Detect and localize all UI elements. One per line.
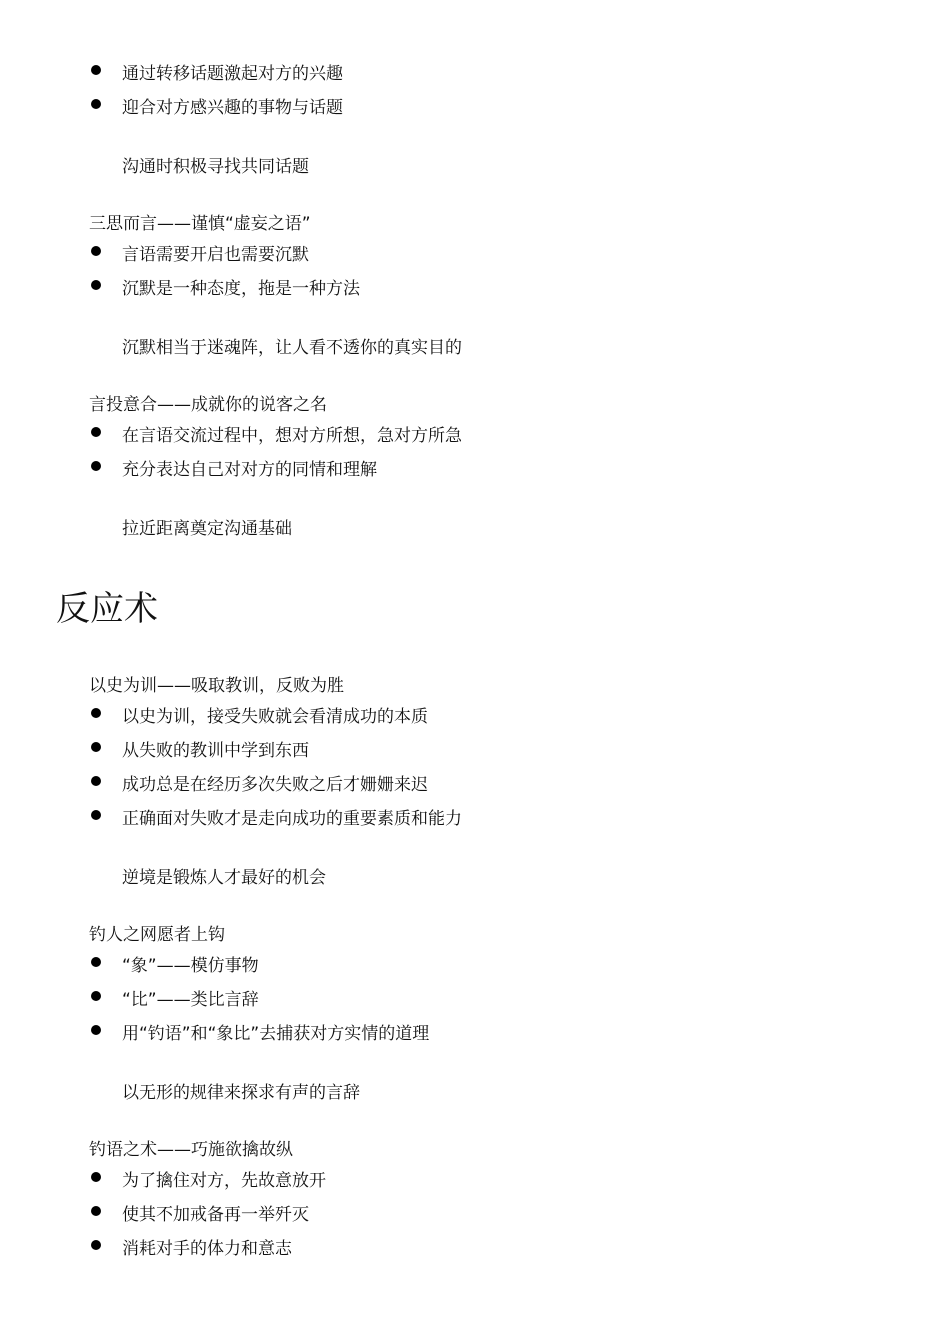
list-item bbox=[89, 740, 849, 764]
subheading: 钓语之术——巧施欲擒故纵 bbox=[89, 1140, 293, 1160]
list-item-text: 为了擒住对方，先故意放开 bbox=[122, 1171, 326, 1191]
summary-note: 沟通时积极寻找共同话题 bbox=[122, 157, 309, 177]
bullet-icon bbox=[91, 280, 101, 290]
subheading: 钓人之网愿者上钩 bbox=[89, 925, 225, 945]
list-item bbox=[89, 278, 849, 302]
list-item bbox=[89, 706, 849, 730]
bullet-icon bbox=[91, 427, 101, 437]
list-item-text: 沉默是一种态度，拖是一种方法 bbox=[122, 279, 360, 299]
bullet-icon bbox=[91, 991, 101, 1001]
bullet-icon bbox=[91, 1240, 101, 1250]
list-item-text: 成功总是在经历多次失败之后才姗姗来迟 bbox=[122, 775, 428, 795]
bullet-icon bbox=[91, 810, 101, 820]
list-item-text: 从失败的教训中学到东西 bbox=[122, 741, 309, 761]
list-item-text: 以史为训，接受失败就会看清成功的本质 bbox=[122, 707, 428, 727]
list-item-text: “比”——类比言辞 bbox=[122, 990, 259, 1010]
summary-note: 拉近距离奠定沟通基础 bbox=[122, 519, 292, 539]
bullet-icon bbox=[91, 1025, 101, 1035]
bullet-icon bbox=[91, 708, 101, 718]
bullet-icon bbox=[91, 461, 101, 471]
list-item bbox=[89, 97, 849, 121]
section-heading: 反应术 bbox=[56, 589, 158, 629]
list-item bbox=[89, 955, 849, 979]
list-item-text: 在言语交流过程中，想对方所想，急对方所急 bbox=[122, 426, 462, 446]
list-item bbox=[89, 774, 849, 798]
bullet-icon bbox=[91, 246, 101, 256]
bullet-icon bbox=[91, 65, 101, 75]
list-item-text: 言语需要开启也需要沉默 bbox=[122, 245, 309, 265]
list-item bbox=[89, 989, 849, 1013]
summary-note: 以无形的规律来探求有声的言辞 bbox=[122, 1083, 360, 1103]
bullet-icon bbox=[91, 1206, 101, 1216]
list-item bbox=[89, 459, 849, 483]
list-item bbox=[89, 808, 849, 832]
bullet-icon bbox=[91, 99, 101, 109]
list-item bbox=[89, 425, 849, 449]
bullet-icon bbox=[91, 776, 101, 786]
bullet-icon bbox=[91, 957, 101, 967]
list-item-text: 用“钓语”和“象比”去捕获对方实情的道理 bbox=[122, 1024, 430, 1044]
list-item-text: “象”——模仿事物 bbox=[122, 956, 259, 976]
list-item bbox=[89, 1023, 849, 1047]
subheading: 言投意合——成就你的说客之名 bbox=[89, 395, 327, 415]
list-item bbox=[89, 63, 849, 87]
bullet-icon bbox=[91, 742, 101, 752]
list-item bbox=[89, 244, 849, 268]
summary-note: 逆境是锻炼人才最好的机会 bbox=[122, 868, 326, 888]
list-item bbox=[89, 1238, 849, 1262]
subheading: 以史为训——吸取教训，反败为胜 bbox=[89, 676, 344, 696]
list-item bbox=[89, 1204, 849, 1228]
list-item-text: 充分表达自己对对方的同情和理解 bbox=[122, 460, 377, 480]
bullet-icon bbox=[91, 1172, 101, 1182]
list-item-text: 使其不加戒备再一举歼灭 bbox=[122, 1205, 309, 1225]
list-item-text: 正确面对失败才是走向成功的重要素质和能力 bbox=[122, 809, 462, 829]
list-item bbox=[89, 1170, 849, 1194]
summary-note: 沉默相当于迷魂阵，让人看不透你的真实目的 bbox=[122, 338, 462, 358]
list-item-text: 消耗对手的体力和意志 bbox=[122, 1239, 292, 1259]
list-item-text: 通过转移话题激起对方的兴趣 bbox=[122, 64, 343, 84]
subheading: 三思而言——谨慎“虚妄之语” bbox=[89, 214, 311, 234]
list-item-text: 迎合对方感兴趣的事物与话题 bbox=[122, 98, 343, 118]
